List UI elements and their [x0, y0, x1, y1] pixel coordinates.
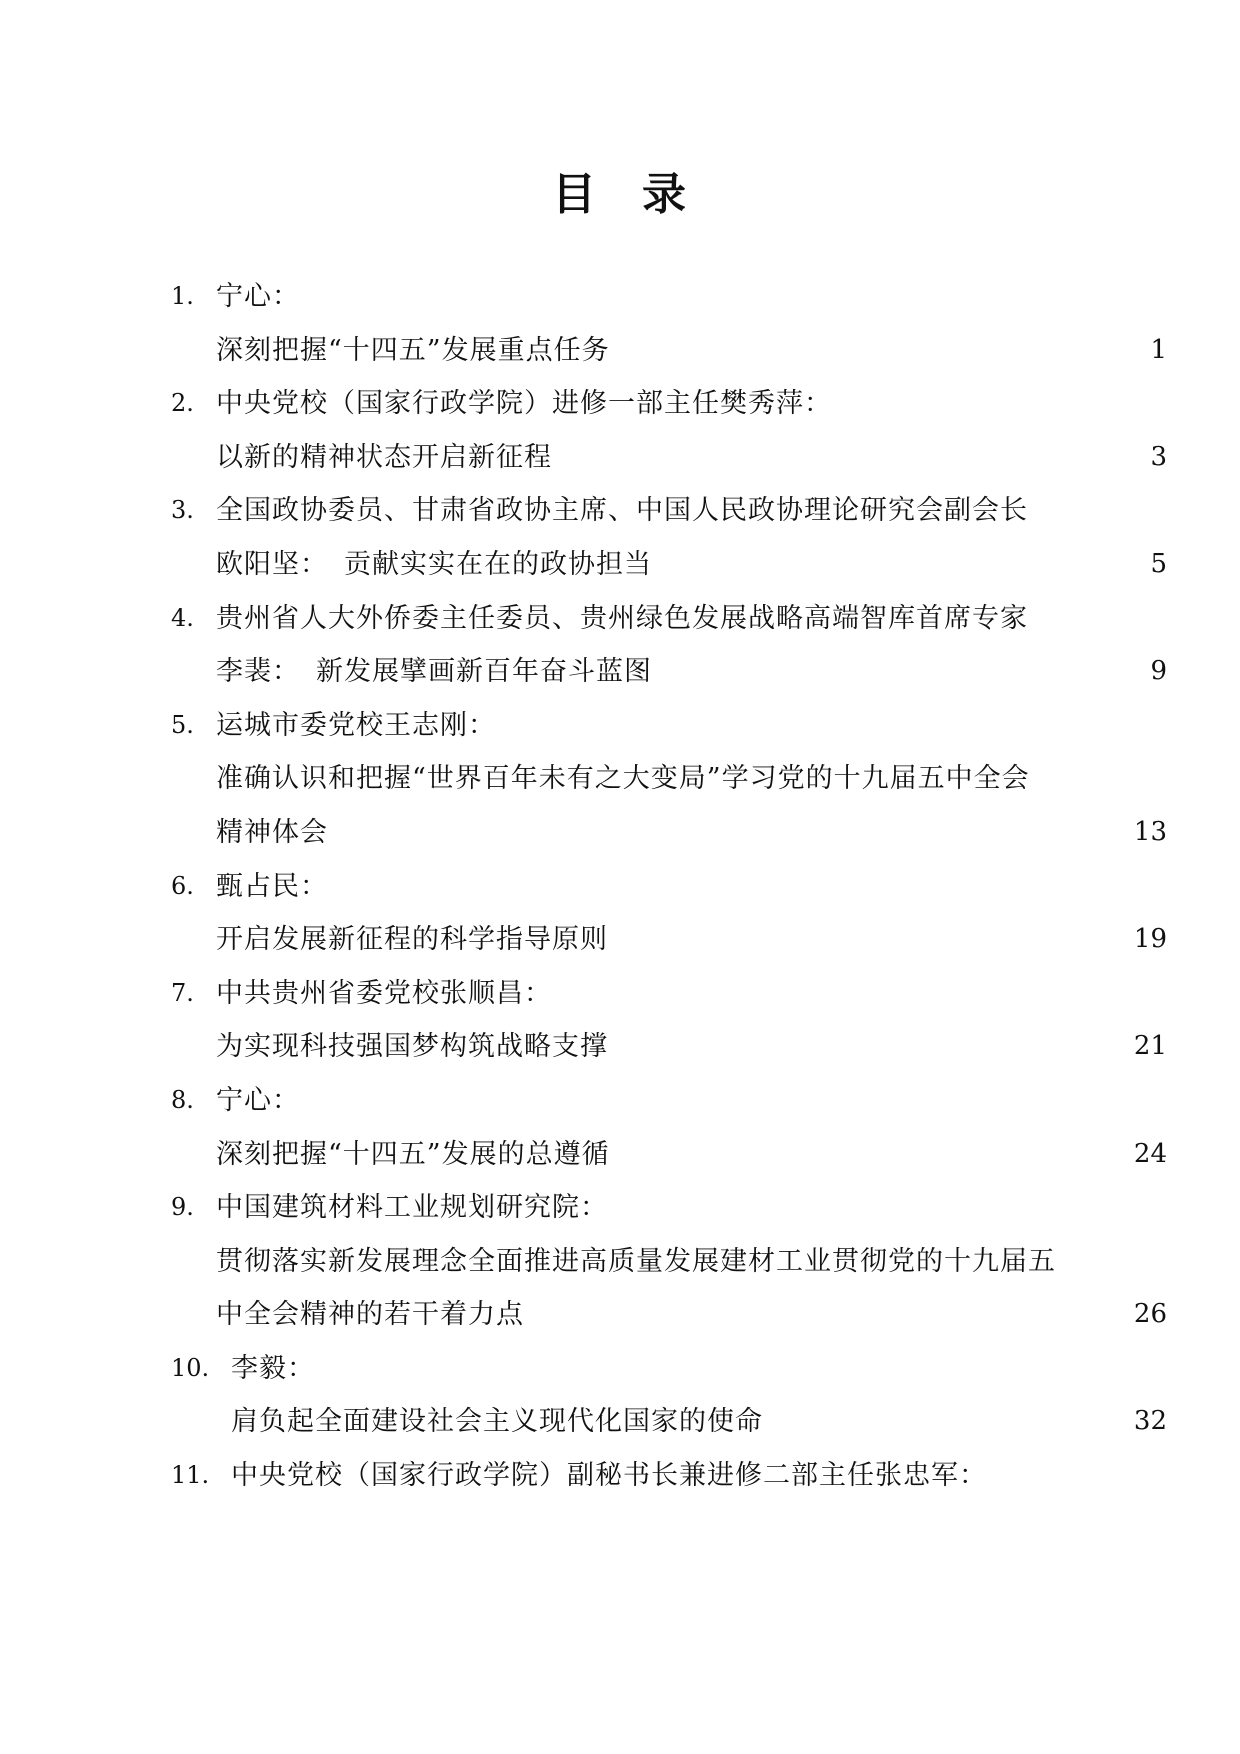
toc-entry-number: 5. [171, 710, 194, 739]
toc-entry-8-title[interactable] [0, 1128, 1240, 1182]
toc-entry-page: 32 [1133, 1406, 1167, 1437]
toc-entry-page: 5 [1150, 548, 1167, 579]
toc-entry-9-title-line1[interactable] [0, 1235, 1240, 1289]
toc-entry-number: 9. [171, 1193, 194, 1222]
toc-entry-author-name: 欧阳坚： [216, 548, 328, 580]
toc-entry-5-title-line1[interactable] [0, 752, 1240, 806]
toc-entry-5-head[interactable] [0, 699, 1240, 753]
toc-entry-9-title-line2[interactable] [0, 1288, 1240, 1342]
toc-entry-page: 1 [1150, 334, 1167, 365]
toc-entry-author: 全国政协委员、甘肃省政协主席、中国人民政协理论研究会副会长 [216, 495, 1028, 527]
table-of-contents [0, 270, 1240, 1503]
toc-entry-8-head[interactable] [0, 1074, 1240, 1128]
toc-entry-10-head[interactable] [0, 1342, 1240, 1396]
toc-entry-page: 26 [1133, 1299, 1167, 1330]
toc-entry-6-head[interactable] [0, 860, 1240, 914]
toc-entry-number: 3. [171, 496, 194, 525]
toc-entry-title-text: 新发展擘画新百年奋斗蓝图 [316, 656, 652, 688]
toc-entry-author: 中共贵州省委党校张顺昌： [216, 977, 552, 1009]
toc-entry-author: 中国建筑材料工业规划研究院： [216, 1192, 608, 1224]
toc-entry-author: 甄占民： [216, 870, 328, 902]
toc-entry-3-title[interactable] [0, 538, 1240, 592]
toc-entry-11-head[interactable] [0, 1449, 1240, 1503]
toc-entry-number: 10. [171, 1353, 210, 1382]
toc-entry-author: 贵州省人大外侨委主任委员、贵州绿色发展战略高端智库首席专家 [216, 602, 1028, 634]
toc-entry-title: 开启发展新征程的科学指导原则 [216, 924, 608, 956]
toc-entry-author: 宁心： [216, 281, 300, 312]
toc-entry-author: 宁心： [216, 1084, 300, 1116]
toc-entry-number: 4. [171, 603, 194, 632]
toc-entry-9-head[interactable] [0, 1181, 1240, 1235]
toc-entry-title: 肩负起全面建设社会主义现代化国家的使命 [231, 1406, 763, 1438]
title-char-1: 目 [552, 169, 598, 220]
toc-entry-title-text: 贡献实实在在的政协担当 [344, 548, 652, 580]
toc-entry-title: 中全会精神的若干着力点 [216, 1299, 524, 1331]
toc-entry-title: 以新的精神状态开启新征程 [216, 441, 552, 473]
toc-entry-title [216, 645, 652, 699]
toc-entry-2-head[interactable] [0, 377, 1240, 431]
toc-entry-page: 9 [1150, 656, 1167, 687]
toc-entry-1-title[interactable] [0, 324, 1240, 378]
toc-entry-author: 李毅： [231, 1352, 315, 1384]
toc-entry-number: 8. [171, 1085, 194, 1114]
toc-entry-1-head[interactable] [0, 270, 1240, 324]
toc-entry-2-title[interactable] [0, 431, 1240, 485]
toc-entry-title [216, 538, 652, 592]
toc-entry-page: 21 [1133, 1031, 1167, 1062]
toc-entry-author: 中央党校（国家行政学院）副秘书长兼进修二部主任张忠军： [231, 1460, 987, 1492]
toc-entry-author-name: 李裴： [216, 656, 300, 688]
toc-entry-number: 1. [171, 282, 194, 310]
toc-entry-number: 7. [171, 978, 194, 1007]
page-title [0, 165, 1240, 225]
title-char-2: 录 [642, 169, 688, 220]
toc-entry-author: 运城市委党校王志刚： [216, 709, 496, 741]
toc-entry-number: 11. [171, 1461, 210, 1490]
toc-entry-6-title[interactable] [0, 913, 1240, 967]
toc-entry-7-title[interactable] [0, 1020, 1240, 1074]
toc-entry-title: 深刻把握“十四五”发展的总遵循 [216, 1138, 610, 1170]
toc-entry-page: 19 [1133, 924, 1167, 955]
toc-entry-title: 深刻把握“十四五”发展重点任务 [216, 334, 610, 366]
toc-entry-title: 贯彻落实新发展理念全面推进高质量发展建材工业贯彻党的十九届五 [216, 1245, 1056, 1277]
toc-entry-4-title[interactable] [0, 645, 1240, 699]
toc-entry-title: 为实现科技强国梦构筑战略支撑 [216, 1031, 608, 1063]
toc-entry-4-head[interactable] [0, 592, 1240, 646]
toc-entry-page: 13 [1133, 816, 1167, 847]
toc-entry-title: 准确认识和把握“世界百年未有之大变局”学习党的十九届五中全会 [216, 763, 1030, 795]
toc-entry-3-head[interactable] [0, 484, 1240, 538]
toc-entry-page: 24 [1133, 1138, 1167, 1169]
toc-entry-title: 精神体会 [216, 816, 328, 848]
toc-entry-number: 6. [171, 871, 194, 900]
toc-entry-7-head[interactable] [0, 967, 1240, 1021]
toc-entry-number: 2. [171, 389, 194, 418]
toc-entry-5-title-line2[interactable] [0, 806, 1240, 860]
toc-entry-author: 中央党校（国家行政学院）进修一部主任樊秀萍： [216, 388, 832, 420]
toc-entry-10-title[interactable] [0, 1395, 1240, 1449]
toc-entry-page: 3 [1150, 441, 1167, 472]
